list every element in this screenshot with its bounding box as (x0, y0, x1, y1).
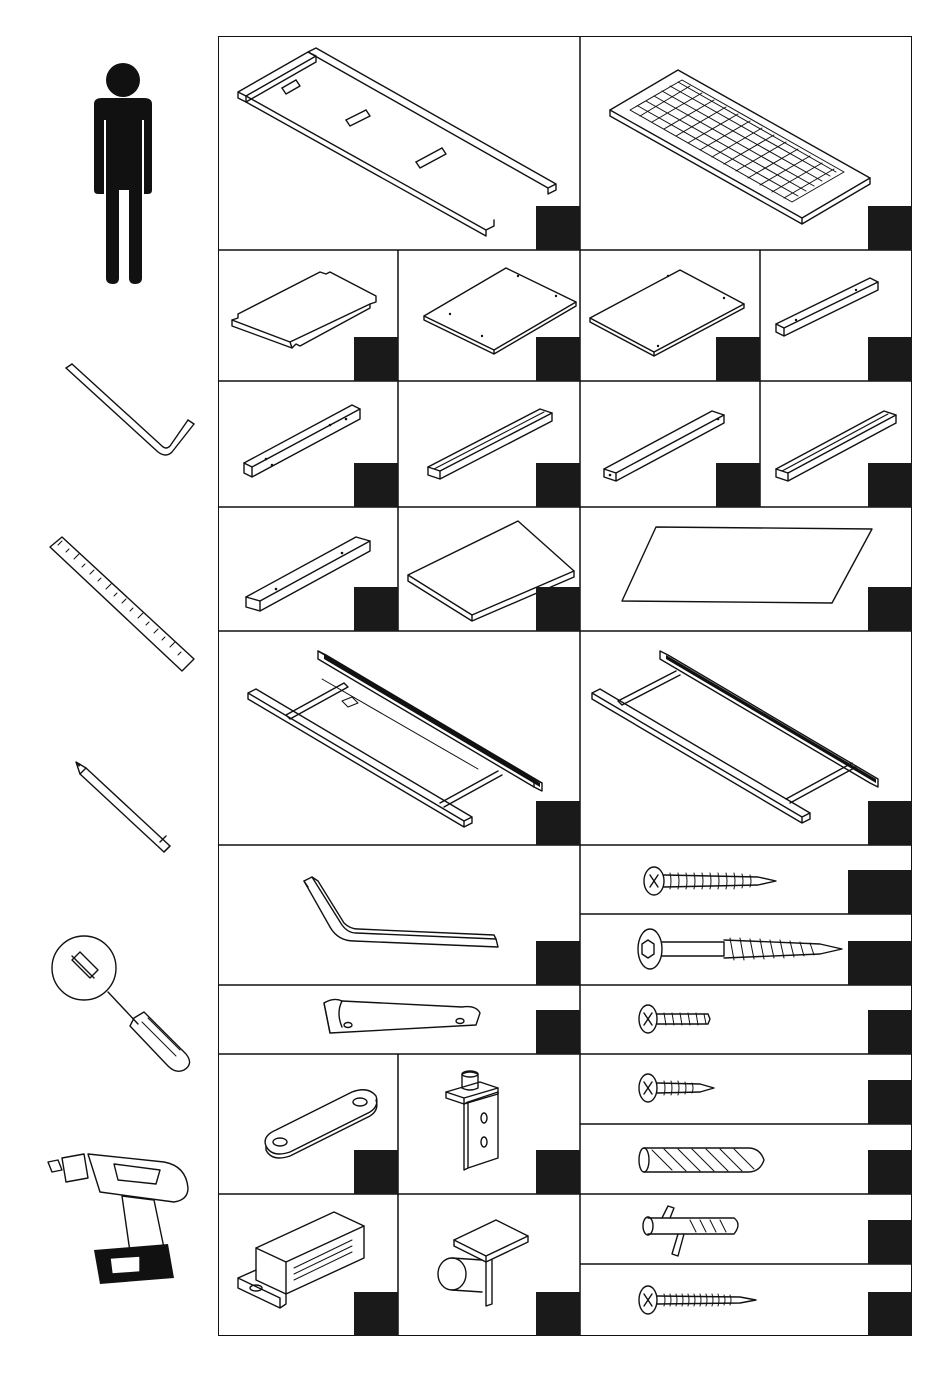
catch-plate-icon (432, 1214, 532, 1314)
connector-plate-icon (262, 1086, 382, 1156)
screw-icon (640, 861, 780, 901)
part-rail-grooved-b (760, 381, 912, 507)
part-label-box (536, 801, 580, 845)
part-label-box (536, 587, 580, 631)
part-panel-a (398, 250, 580, 381)
part-label-box (868, 1292, 912, 1336)
part-screw-coarse (580, 845, 912, 914)
sheet-icon (620, 525, 880, 615)
part-label-box (868, 801, 912, 845)
part-label-box (868, 1010, 912, 1054)
part-drawer-frame-b (580, 631, 912, 845)
dowel-icon (636, 1140, 776, 1180)
part-rail-plain (580, 381, 760, 507)
part-handle (218, 985, 580, 1054)
part-label-box (868, 587, 912, 631)
part-label-box (868, 463, 912, 507)
part-label-box (536, 1150, 580, 1194)
part-label-box (868, 1150, 912, 1194)
part-mesh-panel (580, 36, 912, 250)
drawer-frame-icon (590, 649, 890, 829)
part-board (398, 507, 580, 631)
part-label-box (868, 1220, 912, 1264)
part-panel-notched (218, 250, 398, 381)
part-label-box (354, 1150, 398, 1194)
part-screw-short (580, 1054, 912, 1124)
part-label-box (354, 587, 398, 631)
part-screw-long (580, 1264, 912, 1336)
handle-icon (312, 993, 492, 1043)
rail-icon (242, 403, 372, 483)
screw-icon (636, 1068, 726, 1108)
part-panel-b (580, 250, 760, 381)
part-label-box (868, 337, 912, 381)
part-label-box (536, 463, 580, 507)
part-label-box (354, 1292, 398, 1336)
part-back-sheet (580, 507, 912, 631)
part-label-box (868, 206, 912, 250)
part-bolt-large (580, 914, 912, 985)
screw-icon (636, 999, 726, 1039)
part-angle-pin (398, 1054, 580, 1194)
bolt-icon (634, 924, 854, 974)
screw-icon (636, 1280, 766, 1320)
part-label-box (354, 337, 398, 381)
part-rail-short (760, 250, 912, 381)
mesh-panel-icon (608, 66, 878, 226)
part-label-box (848, 941, 912, 985)
part-catch-plate (398, 1194, 580, 1336)
hex-key-icon (302, 861, 502, 951)
ladder-frame-icon (236, 48, 566, 238)
part-label-box (354, 463, 398, 507)
part-label-box (716, 337, 760, 381)
wall-plug-icon (638, 1202, 758, 1262)
part-label-box (536, 1010, 580, 1054)
part-magnetic-catch (218, 1194, 398, 1336)
part-drawer-frame-a (218, 631, 580, 845)
part-rail-angled (218, 381, 398, 507)
part-label-box (536, 1292, 580, 1336)
part-label-box (536, 941, 580, 985)
part-wall-plug (580, 1194, 912, 1264)
part-hex-key (218, 845, 580, 985)
drawer-frame-icon (246, 649, 546, 829)
part-label-box (868, 1080, 912, 1124)
part-rail-drilled (218, 507, 398, 631)
part-screw-machine (580, 985, 912, 1054)
part-dowel (580, 1124, 912, 1194)
angle-pin-icon (440, 1062, 520, 1182)
part-label-box (536, 337, 580, 381)
part-label-box (716, 463, 760, 507)
part-rail-grooved-a (398, 381, 580, 507)
rail-icon (600, 407, 730, 487)
part-label-box (536, 206, 580, 250)
part-connector-plate (218, 1054, 398, 1194)
part-frame-ladder (218, 36, 580, 250)
part-label-box (848, 870, 912, 914)
rail-icon (774, 276, 894, 346)
